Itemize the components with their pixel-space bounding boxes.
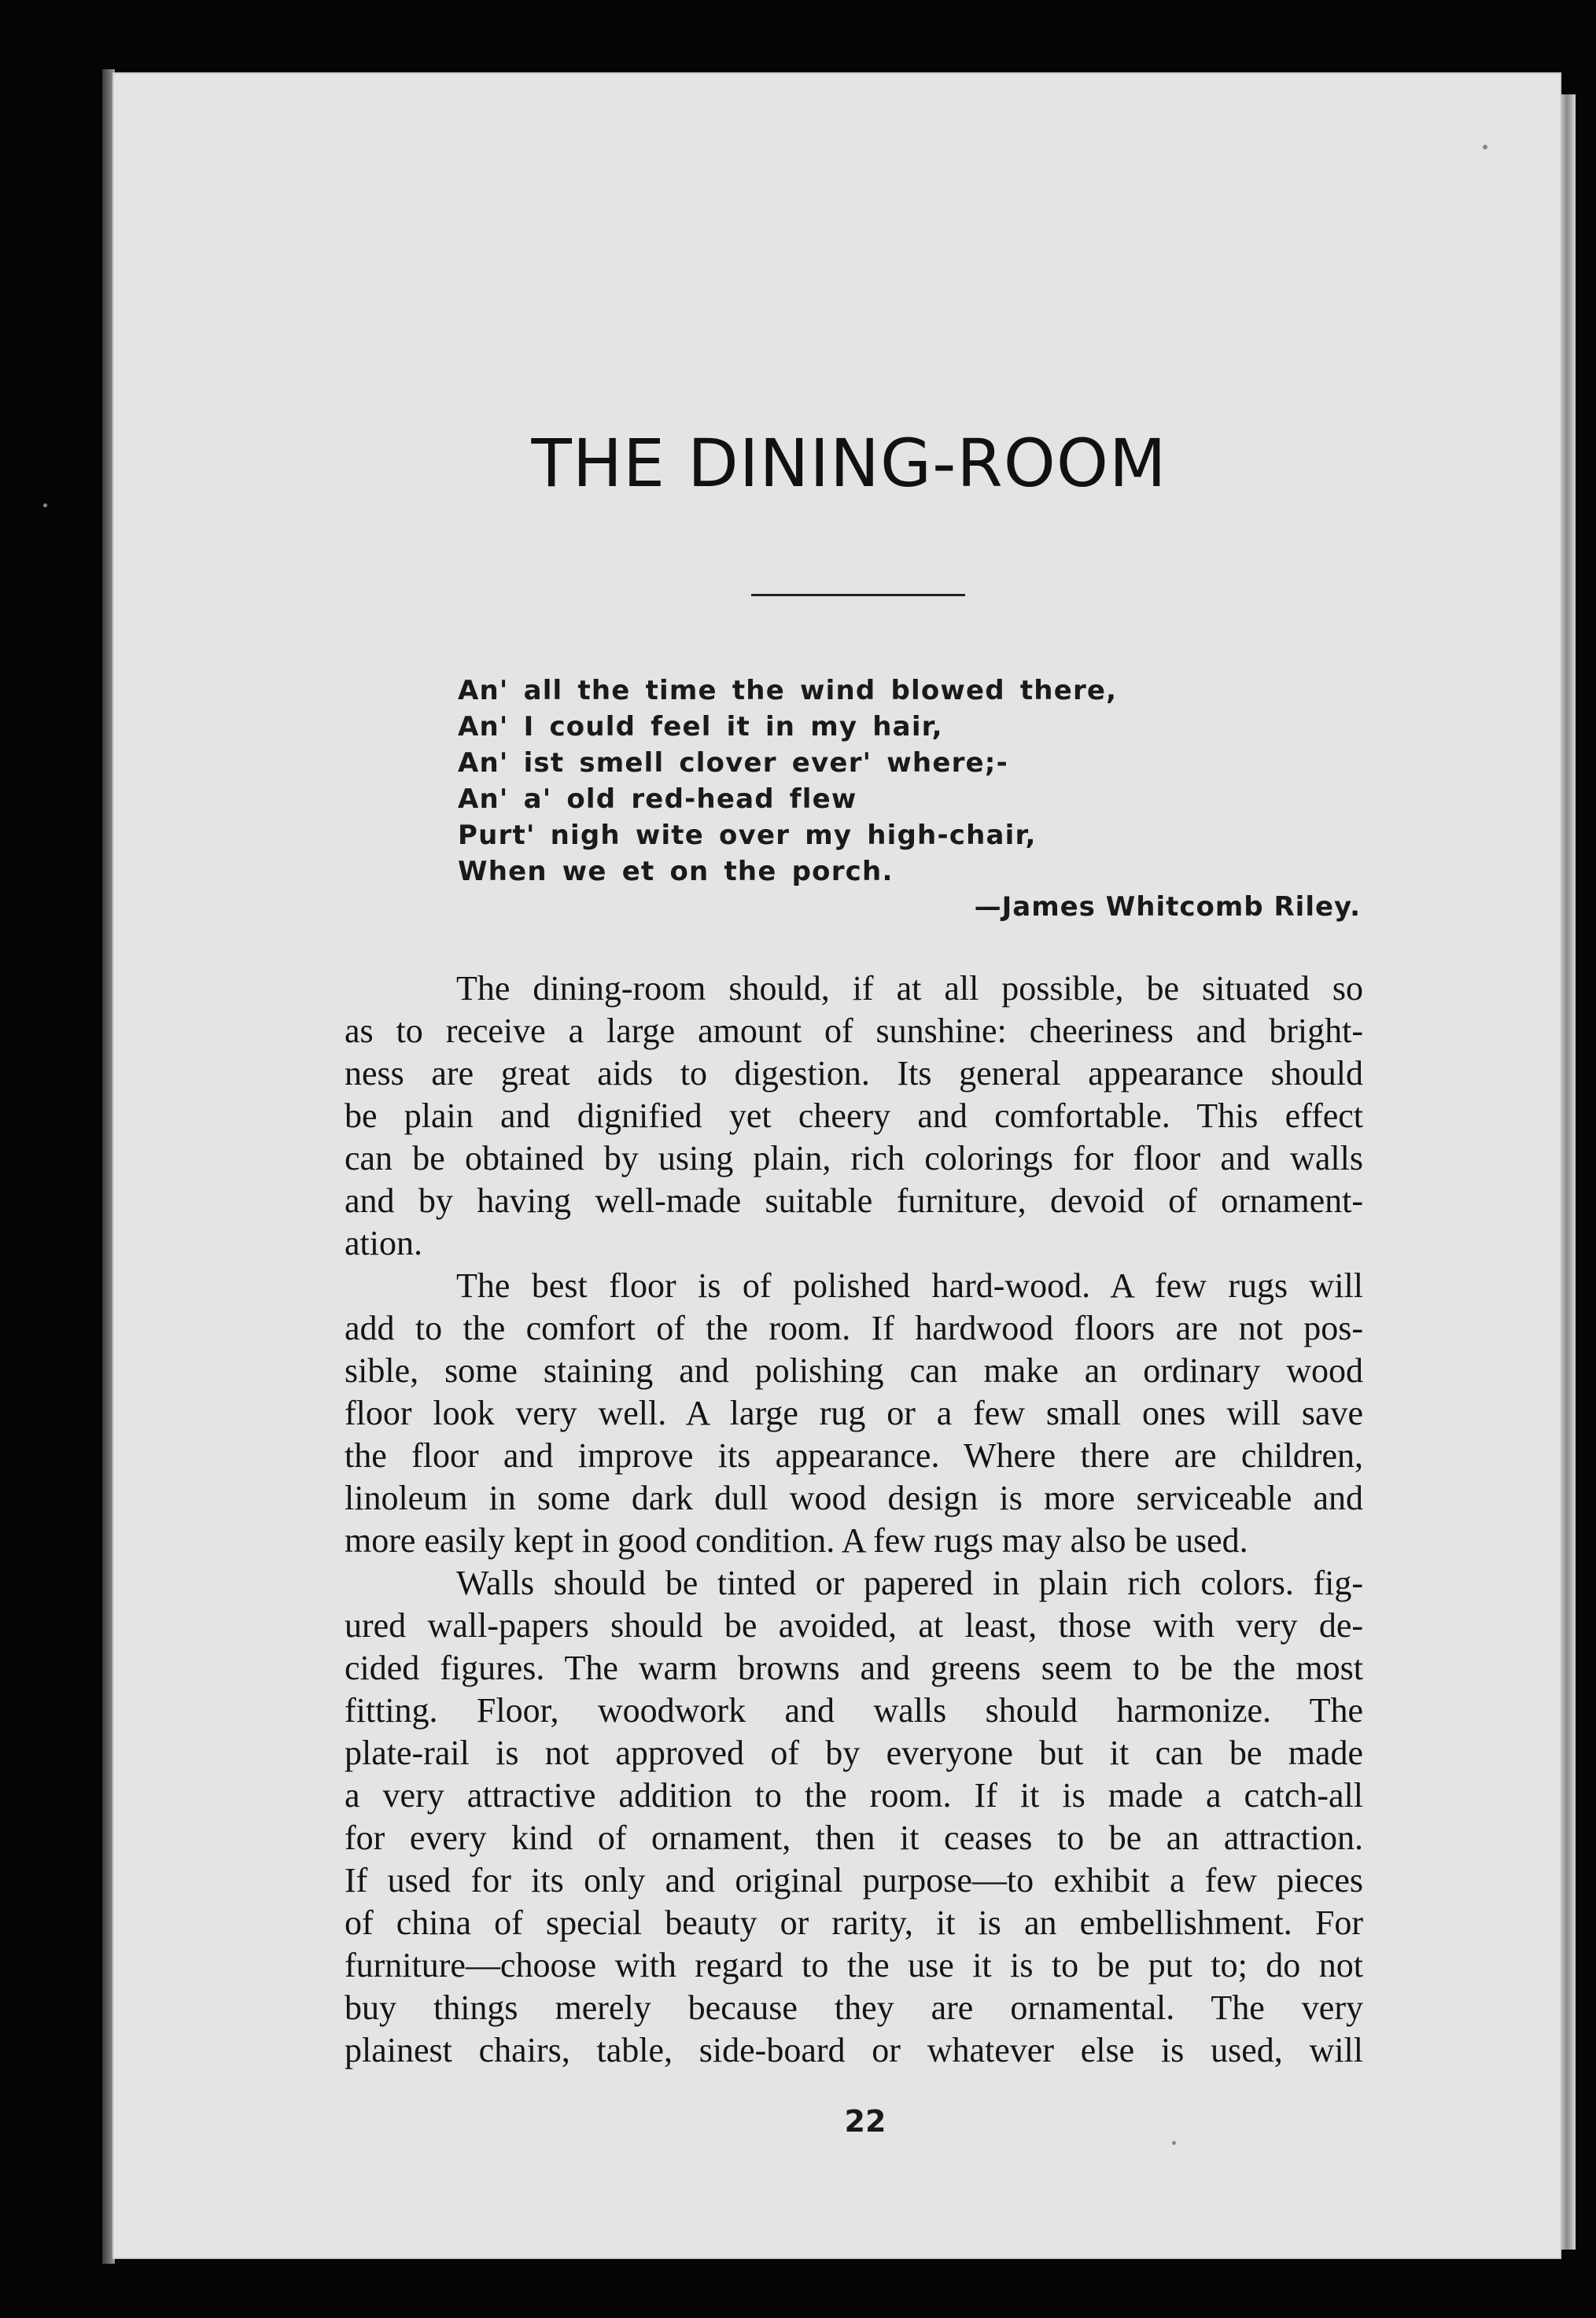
body-text — [345, 967, 1363, 2072]
body-line: buy things merely because they are ornamental. The very — [345, 1988, 1363, 2027]
body-line: can be obtained by using plain, rich colorings for floor and walls — [345, 1139, 1363, 1177]
body-line: The dining-room should, if at all possible, be situated so — [456, 969, 1363, 1008]
body-line: the floor and improve its appearance. Where there are children, — [345, 1436, 1363, 1475]
body-line: ation. — [345, 1224, 422, 1262]
body-line: add to the comfort of the room. If hardwood floors are not pos- — [345, 1309, 1363, 1347]
title-word: THE — [531, 425, 666, 502]
body-line: cided figures. The warm browns and greens seem to be the most — [345, 1649, 1363, 1687]
body-line: plainest chairs, table, side-board or whatever else is used, will — [345, 2031, 1363, 2069]
body-line: be plain and dignified yet cheery and comfortable. This effect — [345, 1096, 1363, 1135]
body-line: furniture—choose with regard to the use it is to be put to; do not — [345, 1946, 1363, 1984]
poem-line: An' all the time the wind blowed there, — [458, 675, 1118, 706]
body-line: as to receive a large amount of sunshine: cheeriness and bright- — [345, 1012, 1363, 1050]
poem-line: An' I could feel it in my hair, — [458, 711, 943, 743]
body-line: If used for its only and original purpose—to exhibit a few pieces — [345, 1861, 1363, 1900]
body-line: ured wall-papers should be avoided, at least, those with very de- — [345, 1606, 1363, 1645]
title-divider — [751, 594, 965, 596]
body-line: plate-rail is not approved of by everyone but it can be made — [345, 1734, 1363, 1772]
poem-line: When we et on the porch. — [458, 856, 894, 887]
body-line: more easily kept in good condition. A few rugs may also be used. — [345, 1521, 1248, 1560]
poem-line: An' ist smell clover ever' where;- — [458, 747, 1008, 779]
body-line: for every kind of ornament, then it ceases to be an attraction. — [345, 1819, 1363, 1857]
page-title — [0, 425, 1596, 502]
poem-line: An' a' old red-head flew — [458, 783, 857, 815]
scan-speck — [1483, 145, 1487, 149]
body-line: Walls should be tinted or papered in plain rich colors. fig- — [456, 1564, 1363, 1602]
body-line: and by having well-made suitable furniture, devoid of ornament- — [345, 1181, 1363, 1220]
scan-speck — [1172, 2141, 1176, 2145]
body-line: ness are great aids to digestion. Its general appearance should — [345, 1054, 1363, 1093]
body-line: sible, some staining and polishing can make an ordinary wood — [345, 1351, 1363, 1390]
poem-line: Purt' nigh wite over my high-chair, — [458, 820, 1037, 851]
body-line: floor look very well. A large rug or a few small ones will save — [345, 1394, 1363, 1432]
page-right-edge — [1561, 94, 1576, 2250]
epigraph-poem — [458, 673, 1362, 890]
title-word: DINING-ROOM — [687, 425, 1167, 502]
page-number: 22 — [844, 2104, 886, 2139]
body-line: a very attractive addition to the room. If it is made a catch-all — [345, 1776, 1363, 1815]
body-line: linoleum in some dark dull wood design is more serviceable and — [345, 1479, 1363, 1517]
body-line: fitting. Floor, woodwork and walls should harmonize. The — [345, 1691, 1363, 1730]
scan-speck — [43, 503, 47, 507]
poem-attribution: —James Whitcomb Riley. — [974, 891, 1361, 923]
body-line: The best floor is of polished hard-wood. A few rugs will — [456, 1266, 1363, 1305]
body-line: of china of special beauty or rarity, it is an embellishment. For — [345, 1903, 1363, 1942]
